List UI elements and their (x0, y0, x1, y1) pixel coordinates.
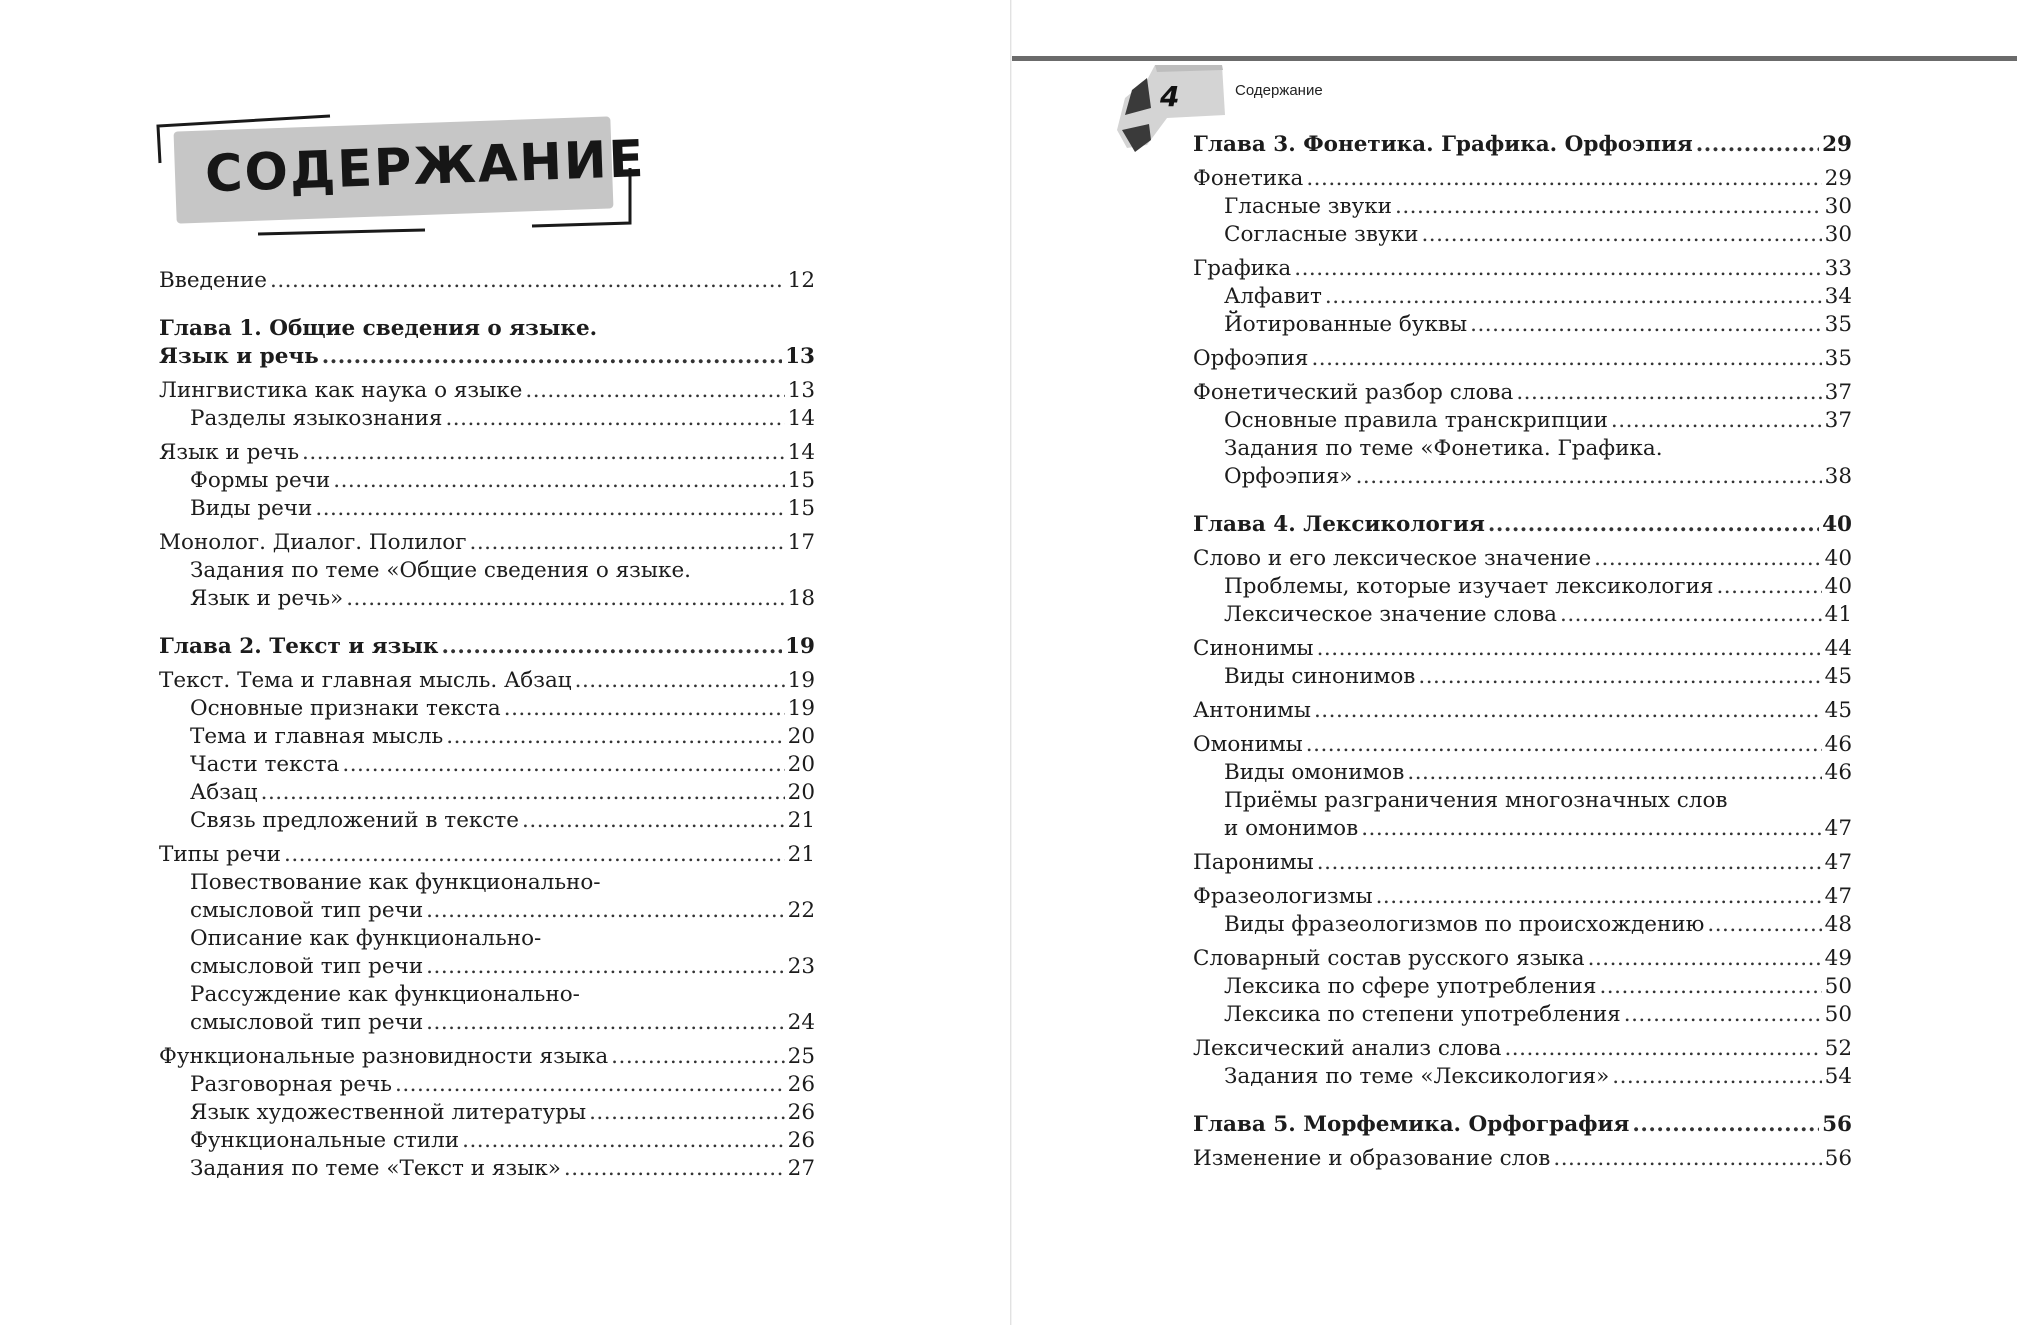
toc-entry-label: Орфоэпия» (1224, 464, 1353, 489)
toc-entry[interactable] (1193, 1035, 1852, 1063)
dot-leader (504, 695, 785, 723)
dot-leader (462, 1127, 785, 1155)
toc-entry[interactable] (1193, 697, 1852, 725)
toc-entry-label: Лексический анализ слова (1193, 1036, 1502, 1061)
toc-page-number: 18 (787, 586, 815, 611)
toc-entry[interactable] (1193, 221, 1852, 249)
toc-entry[interactable] (159, 529, 815, 557)
toc-page-number: 50 (1824, 1002, 1852, 1027)
toc-entry-label: Тема и главная мысль (190, 724, 444, 749)
dot-leader (522, 807, 785, 835)
dot-leader (1624, 1001, 1822, 1029)
toc-page-number: 24 (787, 1010, 815, 1035)
dot-leader (1361, 815, 1821, 843)
toc-page-number: 13 (787, 378, 815, 403)
toc-entry[interactable] (159, 667, 815, 695)
toc-page-number: 49 (1824, 946, 1852, 971)
page-title: СОДЕРЖАНИЕ (204, 129, 647, 205)
dot-leader (1306, 731, 1822, 759)
toc-entry-label: Глава 3. Фонетика. Графика. Орфоэпия (1193, 132, 1693, 157)
toc-entry-label: Задания по теме «Фонетика. Графика. (1224, 436, 1663, 461)
toc-entry[interactable] (159, 695, 815, 723)
toc-entry[interactable] (159, 1099, 815, 1127)
toc-entry[interactable] (159, 1155, 815, 1183)
toc-entry-label: Фонетический разбор слова (1193, 380, 1514, 405)
toc-entry-label: Согласные звуки (1224, 222, 1419, 247)
toc-entry[interactable] (1193, 283, 1852, 311)
toc-page-number: 46 (1824, 732, 1852, 757)
toc-entry[interactable] (159, 869, 815, 925)
toc-entry-label: смысловой тип речи (190, 954, 424, 979)
toc-entry-label: Текст. Тема и главная мысль. Абзац (159, 668, 572, 693)
toc-entry[interactable] (159, 723, 815, 751)
toc-entry[interactable] (1193, 1145, 1852, 1173)
toc-entry[interactable] (159, 267, 815, 295)
toc-entry-label: Задания по теме «Текст и язык» (190, 1156, 561, 1181)
toc-entry[interactable] (159, 841, 815, 869)
toc-entry[interactable] (1193, 193, 1852, 221)
toc-page-number: 48 (1824, 912, 1852, 937)
toc-entry-label: Йотированные буквы (1224, 312, 1468, 337)
dot-leader (1356, 463, 1822, 491)
dot-leader (445, 405, 784, 433)
toc-page-number: 47 (1824, 850, 1852, 875)
toc-page-number: 29 (1822, 132, 1852, 157)
toc-entry[interactable] (159, 925, 815, 981)
toc-entry-label: Виды омонимов (1224, 760, 1405, 785)
dot-leader (1294, 255, 1821, 283)
toc-entry-label: Лексика по степени употребления (1224, 1002, 1621, 1027)
toc-entry-label: Язык и речь (159, 440, 300, 465)
toc-page-number: 40 (1824, 574, 1852, 599)
dot-leader (284, 841, 785, 869)
toc-entry-label: Основные признаки текста (190, 696, 501, 721)
toc-page-number: 20 (787, 752, 815, 777)
dot-leader (426, 1009, 784, 1037)
toc-entry-label: Глава 1. Общие сведения о языке. (159, 316, 598, 341)
toc-page-number: 37 (1824, 408, 1852, 433)
toc-page-number: 45 (1824, 698, 1852, 723)
dot-leader (1395, 193, 1822, 221)
dot-leader (302, 439, 785, 467)
toc-entry[interactable] (1193, 849, 1852, 877)
toc-entry-label: Словарный состав русского языка (1193, 946, 1585, 971)
dot-leader (446, 723, 784, 751)
toc-entry[interactable] (159, 405, 815, 433)
toc-page-number: 29 (1824, 166, 1852, 191)
toc-entry-label: Введение (159, 268, 267, 293)
toc-entry[interactable] (1193, 1063, 1852, 1091)
toc-page-number: 26 (787, 1072, 815, 1097)
toc-entry[interactable] (1193, 165, 1852, 193)
toc-entry[interactable] (1193, 731, 1852, 759)
toc-entry[interactable] (159, 557, 815, 613)
toc-entry[interactable] (159, 633, 815, 661)
toc-entry-label: Типы речи (159, 842, 281, 867)
toc-page-number: 30 (1824, 194, 1852, 219)
toc-entry[interactable] (1193, 663, 1852, 691)
toc-entry-label: Изменение и образование слов (1193, 1146, 1551, 1171)
dot-leader (1488, 511, 1819, 539)
toc-entry-label: Глава 5. Морфемика. Орфография (1193, 1112, 1630, 1137)
toc-page-number: 15 (787, 496, 815, 521)
toc-entry-label: Формы речи (190, 468, 331, 493)
dot-leader (1314, 697, 1822, 725)
toc-entry-label: Функциональные стили (190, 1128, 460, 1153)
toc-page-number: 35 (1824, 312, 1852, 337)
toc-page-number: 56 (1822, 1112, 1852, 1137)
toc-entry-label: Лексика по сфере употребления (1224, 974, 1597, 999)
right-page (1012, 0, 2017, 1325)
toc-entry-label: Части текста (190, 752, 340, 777)
toc-entry-label: Повествование как функционально- (190, 870, 601, 895)
toc-entry[interactable] (1193, 407, 1852, 435)
dot-leader (1317, 635, 1822, 663)
dot-leader (1311, 345, 1821, 373)
toc-page-number: 44 (1824, 636, 1852, 661)
toc-page-number: 52 (1824, 1036, 1852, 1061)
toc-entry-label: Антонимы (1193, 698, 1311, 723)
toc-entry-label: Лексическое значение слова (1224, 602, 1557, 627)
toc-page-number: 54 (1824, 1064, 1852, 1089)
toc-page-number: 25 (787, 1044, 815, 1069)
toc-entry-label: Абзац (190, 780, 258, 805)
toc-entry-label: Синонимы (1193, 636, 1314, 661)
toc-entry-label: Приёмы разграничения многозначных слов (1224, 788, 1728, 813)
toc-page-number: 14 (787, 440, 815, 465)
toc-entry-label: Омонимы (1193, 732, 1303, 757)
dot-leader (1594, 545, 1821, 573)
toc-entry-label: Язык художественной литературы (190, 1100, 587, 1125)
toc-left (159, 267, 815, 1183)
toc-entry[interactable] (1193, 911, 1852, 939)
dot-leader (1560, 601, 1822, 629)
toc-entry[interactable] (1193, 131, 1852, 159)
dot-leader (1306, 165, 1821, 193)
page-number: 4 (1160, 80, 1180, 113)
toc-entry-label: и омонимов (1224, 816, 1359, 841)
dot-leader (333, 467, 784, 495)
dot-leader (1516, 379, 1821, 407)
toc-entry-label: Слово и его лексическое значение (1193, 546, 1592, 571)
toc-entry-label: Виды речи (190, 496, 313, 521)
toc-entry-label: Связь предложений в тексте (190, 808, 520, 833)
toc-entry-label: Функциональные разновидности языка (159, 1044, 609, 1069)
dot-leader (1376, 883, 1822, 911)
toc-entry[interactable] (1193, 601, 1852, 629)
dot-leader (441, 633, 782, 661)
toc-page-number: 46 (1824, 760, 1852, 785)
toc-right (1193, 131, 1852, 1173)
dot-leader (1470, 311, 1822, 339)
toc-entry-label: Основные правила транскрипции (1224, 408, 1608, 433)
toc-page-number: 40 (1822, 512, 1852, 537)
dot-leader (1611, 407, 1822, 435)
toc-entry-label: Графика (1193, 256, 1292, 281)
toc-entry[interactable] (159, 1043, 815, 1071)
toc-page-number: 47 (1824, 816, 1852, 841)
dot-leader (1599, 973, 1821, 1001)
dot-leader (426, 897, 784, 925)
dot-leader (1716, 573, 1821, 601)
toc-entry[interactable] (1193, 945, 1852, 973)
toc-entry[interactable] (1193, 255, 1852, 283)
dot-leader (395, 1071, 785, 1099)
toc-page-number: 14 (787, 406, 815, 431)
toc-entry[interactable] (1193, 787, 1852, 843)
toc-entry-label: Орфоэпия (1193, 346, 1309, 371)
dot-leader (322, 343, 782, 371)
toc-page-number: 35 (1824, 346, 1852, 371)
toc-entry-label: Проблемы, которые изучает лексикология (1224, 574, 1714, 599)
toc-entry[interactable] (1193, 883, 1852, 911)
toc-entry[interactable] (159, 377, 815, 405)
toc-page-number: 45 (1824, 664, 1852, 689)
dot-leader (564, 1155, 785, 1183)
toc-page-number: 19 (787, 668, 815, 693)
toc-page-number: 50 (1824, 974, 1852, 999)
toc-entry[interactable] (1193, 573, 1852, 601)
dot-leader (1407, 759, 1821, 787)
toc-entry-label: Гласные звуки (1224, 194, 1393, 219)
dot-leader (315, 495, 784, 523)
running-header: Содержание (1235, 82, 1323, 99)
toc-entry-label: Разговорная речь (190, 1072, 392, 1097)
dot-leader (575, 667, 785, 695)
toc-entry[interactable] (1193, 635, 1852, 663)
toc-page-number: 26 (787, 1128, 815, 1153)
toc-page-number: 20 (787, 780, 815, 805)
toc-entry[interactable] (159, 779, 815, 807)
toc-entry-label: Разделы языкознания (190, 406, 443, 431)
dot-leader (1504, 1035, 1821, 1063)
toc-entry[interactable] (1193, 379, 1852, 407)
dot-leader (426, 953, 784, 981)
toc-entry[interactable] (1193, 1001, 1852, 1029)
dot-leader (1707, 911, 1821, 939)
toc-page-number: 34 (1824, 284, 1852, 309)
toc-entry-label: Задания по теме «Лексикология» (1224, 1064, 1610, 1089)
toc-entry-label: смысловой тип речи (190, 1010, 424, 1035)
toc-page-number: 21 (787, 808, 815, 833)
dot-leader (1418, 663, 1821, 691)
dot-leader (1612, 1063, 1821, 1091)
toc-entry[interactable] (1193, 511, 1852, 539)
toc-page-number: 17 (787, 530, 815, 555)
toc-entry[interactable] (159, 807, 815, 835)
toc-entry-label: Фразеологизмы (1193, 884, 1373, 909)
toc-entry[interactable] (159, 495, 815, 523)
toc-page-number: 27 (787, 1156, 815, 1181)
dot-leader (1325, 283, 1822, 311)
toc-page-number: 56 (1824, 1146, 1852, 1171)
toc-page-number: 22 (787, 898, 815, 923)
toc-entry[interactable] (159, 981, 815, 1037)
toc-entry-label: Лингвистика как наука о языке (159, 378, 523, 403)
dot-leader (1696, 131, 1819, 159)
dot-leader (1632, 1111, 1819, 1139)
toc-entry-label: смысловой тип речи (190, 898, 424, 923)
toc-entry-label: Язык и речь (159, 344, 319, 369)
toc-entry-label: Рассуждение как функционально- (190, 982, 580, 1007)
toc-page-number: 38 (1824, 464, 1852, 489)
toc-entry[interactable] (1193, 435, 1852, 491)
toc-entry-label: Задания по теме «Общие сведения о языке. (190, 558, 691, 583)
toc-entry[interactable] (1193, 311, 1852, 339)
dot-leader (589, 1099, 785, 1127)
toc-entry[interactable] (159, 1127, 815, 1155)
dot-leader (1553, 1145, 1821, 1173)
dot-leader (525, 377, 784, 405)
toc-entry-label: Паронимы (1193, 850, 1314, 875)
dot-leader (342, 751, 784, 779)
toc-page-number: 13 (785, 344, 815, 369)
toc-entry[interactable] (1193, 545, 1852, 573)
toc-entry[interactable] (159, 467, 815, 495)
toc-entry-label: Язык и речь» (190, 586, 344, 611)
toc-page-number: 41 (1824, 602, 1852, 627)
toc-page-number: 26 (787, 1100, 815, 1125)
dot-leader (1317, 849, 1822, 877)
dot-leader (346, 585, 784, 613)
toc-entry-label: Описание как функционально- (190, 926, 542, 951)
toc-entry[interactable] (1193, 1111, 1852, 1139)
toc-page-number: 12 (787, 268, 815, 293)
toc-entry-label: Виды фразеологизмов по происхождению (1224, 912, 1705, 937)
toc-entry-label: Фонетика (1193, 166, 1304, 191)
toc-page-number: 19 (785, 634, 815, 659)
toc-entry[interactable] (159, 315, 815, 371)
toc-page-number: 40 (1824, 546, 1852, 571)
toc-page-number: 20 (787, 724, 815, 749)
dot-leader (1421, 221, 1821, 249)
toc-page-number: 21 (787, 842, 815, 867)
toc-entry[interactable] (1193, 345, 1852, 373)
toc-page-number: 37 (1824, 380, 1852, 405)
toc-page-number: 19 (787, 696, 815, 721)
toc-entry-label: Алфавит (1224, 284, 1322, 309)
toc-entry[interactable] (159, 751, 815, 779)
toc-entry[interactable] (1193, 973, 1852, 1001)
dot-leader (469, 529, 784, 557)
toc-entry-label: Глава 2. Текст и язык (159, 634, 439, 659)
toc-page-number: 33 (1824, 256, 1852, 281)
toc-page-number: 23 (787, 954, 815, 979)
toc-page-number: 47 (1824, 884, 1852, 909)
dot-leader (270, 267, 785, 295)
toc-entry[interactable] (159, 439, 815, 467)
dot-leader (261, 779, 785, 807)
toc-page-number: 30 (1824, 222, 1852, 247)
toc-entry[interactable] (1193, 759, 1852, 787)
toc-entry-label: Глава 4. Лексикология (1193, 512, 1485, 537)
toc-page-number: 15 (787, 468, 815, 493)
toc-entry[interactable] (159, 1071, 815, 1099)
dot-leader (611, 1043, 784, 1071)
toc-entry-label: Монолог. Диалог. Полилог (159, 530, 467, 555)
toc-entry-label: Виды синонимов (1224, 664, 1416, 689)
dot-leader (1588, 945, 1822, 973)
